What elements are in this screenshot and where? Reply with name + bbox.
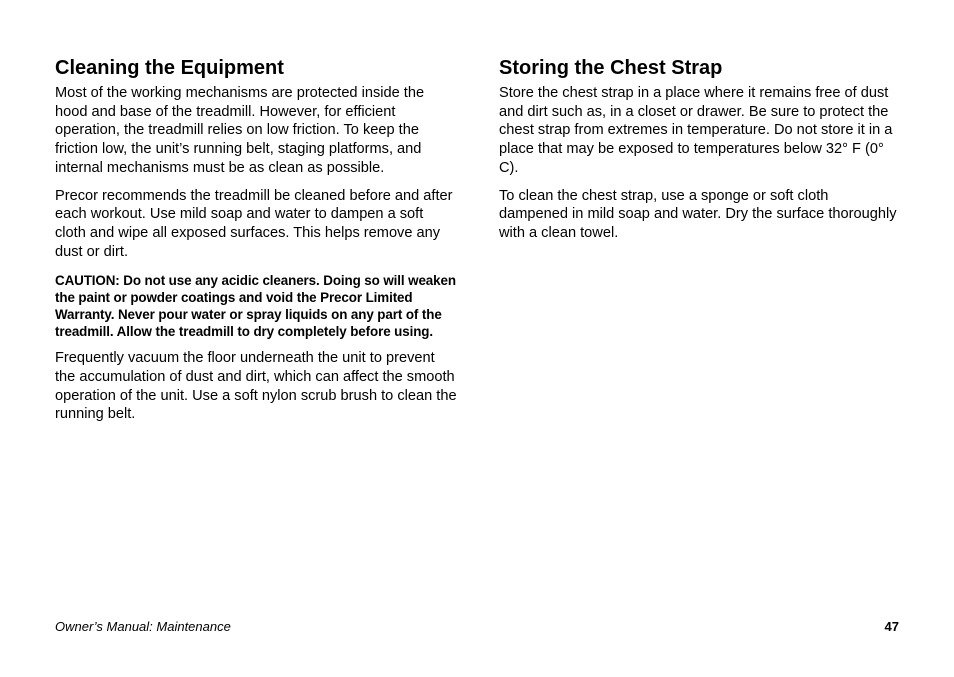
paragraph-vacuum: Frequently vacuum the floor underneath the unit to prevent the accumulation of dust and dirt, which can affect the smooth operation of the unit. Use a soft nylon scrub brush to clean the running belt. bbox=[55, 350, 457, 423]
section-heading-chest-strap: Storing the Chest Strap bbox=[499, 57, 723, 79]
footer-manual-title: Owner’s Manual: Maintenance bbox=[55, 619, 231, 634]
section-heading-cleaning: Cleaning the Equipment bbox=[55, 57, 284, 79]
right-column bbox=[499, 56, 901, 252]
caution-notice: CAUTION: Do not use any acidic cleaners. Doing so will weaken the paint or powder coatings and void the Precor Limited Warranty. Never pour water or spray liquids on any part of the treadmill. Allow the treadmill to dry completely before using. bbox=[55, 273, 456, 340]
paragraph-storing-strap: Store the chest strap in a place where it remains free of dust and dirt such as, in a closet or drawer. Be sure to protect the chest strap from extremes in temperature. Do not store it in a place that may be exposed to temperatures below 32° F (0° C). bbox=[499, 85, 893, 176]
page-number: 47 bbox=[884, 619, 899, 634]
paragraph-cleaning-intro: Most of the working mechanisms are protected inside the hood and base of the treadmill. However, for efficient operation, the treadmill relies on low friction. To keep the friction low, the unit’s running belt, staging platforms, and internal mechanisms must be as clean as possible. bbox=[55, 85, 425, 176]
paragraph-cleaning-strap: To clean the chest strap, use a sponge or soft cloth dampened in mild soap and water. Dry the surface thoroughly with a clean towel. bbox=[499, 187, 897, 241]
left-column bbox=[55, 56, 457, 433]
paragraph-cleaning-recommendation: Precor recommends the treadmill be cleaned before and after each workout. Use mild soap and water to dampen a soft cloth and wipe all exposed surfaces. This helps remove any dust or dirt. bbox=[55, 187, 453, 260]
